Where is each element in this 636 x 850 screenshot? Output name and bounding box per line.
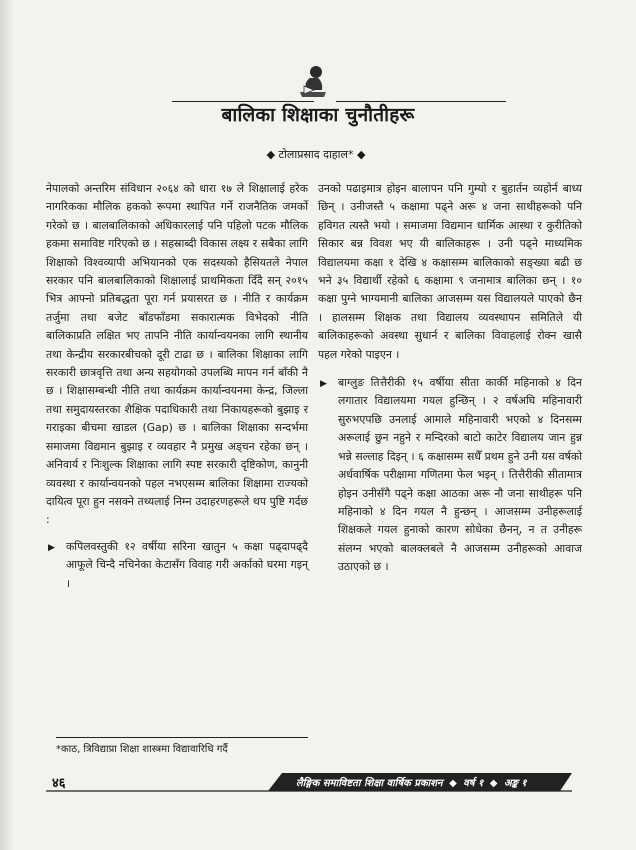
publication-name: लैङ्गिक समाविष्टता शिक्षा वार्षिक प्रकाशन bbox=[296, 778, 443, 789]
article-title: बालिका शिक्षाका चुनौतीहरू bbox=[221, 104, 415, 126]
left-column bbox=[46, 180, 308, 593]
author-name: टोलाप्रसाद दाहाल bbox=[278, 148, 348, 161]
diamond-icon: ◆ bbox=[266, 148, 276, 161]
page-number: ४६ bbox=[52, 776, 66, 791]
example-bullet-item bbox=[46, 538, 308, 593]
triangle-bullet-icon: ▶ bbox=[48, 542, 55, 553]
author-footnote: *काठ, त्रिविद्याप्रा शिक्षा शास्त्रमा विद्यावारिधि गर्दै bbox=[56, 744, 228, 755]
bullet-text: बाग्लुङ तित्तैरीकी १५ वर्षीया सीता कार्की महिनाको ४ दिन लगातार विद्यालयमा गयल हुन्छिन् । २ वर्षअघि महिनावारी सुरुभएपछि उनलाई आमाले महिनावारी भएको ४ दिनसम्म अरूलाई छुन नहुने र मन्दिरको बाटो काटेर विद्यालय जान हुन्न भन्ने सल्लाह दिइन् । ६ कक्षासम्म सधैँ प्रथम हुने उनी यस वर्षको अर्धवार्षिक परीक्षामा गणितमा फेल भइन् । तित्तैरीकी सीतामात्र होइन उनीसँगै पढ्ने कक्षा आठका अरू नौ जना साथीहरू पनि महिनाको ४ दिन गयल नै हुन्छन् । आजसम्म उनीहरूलाई शिक्षकले गयल हुनाको कारण सोधेका छैनन्, न त उनीहरू संलग्न भएको बालक्लबले नै आजसम्म उनीहरूको आवाज उठाएको छ । bbox=[338, 376, 582, 574]
triangle-bullet-icon: ▶ bbox=[320, 379, 327, 390]
diamond-icon: ◆ bbox=[356, 148, 366, 161]
bullet-text: कपिलवस्तुकी १२ वर्षीया सरिना खातुन ५ कक्षा पढ्दापढ्दै आफूले चिन्दै नचिनेका केटासँग विवाह गरी अर्काको घरमा गइन् । bbox=[66, 539, 308, 590]
page-edge-shadow bbox=[0, 0, 14, 850]
diamond-icon: ◆ bbox=[449, 778, 457, 789]
right-column bbox=[318, 180, 582, 577]
example-bullet-item bbox=[318, 374, 582, 576]
issue-label: अङ्क १ bbox=[503, 778, 527, 789]
volume-label: वर्ष १ bbox=[463, 778, 484, 789]
body-paragraph: उनको पढाइमात्र होइन बालापन पनि गुम्यो र बुहार्तन व्यहोर्न बाध्य छिन् । उनीजस्तै ५ कक्षामा पढ्ने अरू ४ जना साथीहरूको पनि हविगत त्यस्तै भयो । समाजमा विद्यमान धार्मिक आस्था र कुरीतिको सिकार बन्न विवश भए यी बालिकाहरू । उनी पढ्ने माध्यमिक विद्यालयमा कक्षा १ देखि ४ कक्षासम्म बालिकाको सङ्ख्या बढी छ भने ३५ विद्यार्थी रहेको ६ कक्षामा ९ जनामात्र बालिका छन् । १० कक्षा पुग्ने भाग्यमानी बालिका आजसम्म यस विद्यालयले पाएको छैन । हालसम्म शिक्षक तथा विद्यालय व्यवस्थापन समितिले यी बालिकाहरूको अवस्था सुधार्न र बालिका विवाहलाई रोक्न खासै पहल गरेको पाइएन । bbox=[318, 182, 582, 361]
body-paragraph: नेपालको अन्तरिम संविधान २०६४ को धारा १७ ले शिक्षालाई हरेक नागरिकका मौलिक हकको रूपमा स्थापित गर्ने राजनैतिक जमर्को गरेको छ । बालबालिकाको अधिकारलाई पनि पहिलो पटक मौलिक हकमा समाविष्ट गरिएको छ । सहस्राब्दी विकास लक्ष्य र सबैका लागि शिक्षाको विश्वव्यापी अभियानको एक सदस्यको हैसियतले नेपाल सरकार पनि बालबालिकाको शिक्षालाई प्राथमिकता दिँदै सन् २०१५ भित्र आफ्नो प्रतिबद्धता पूरा गर्न प्रयासरत छ । नीति र कार्यक्रम तर्जुमा तथा बजेट बाँडफाँडमा सकारात्मक विभेदको नीति बालिकाप्रति लक्षित भए तापनि नीति कार्यान्वयनका लागि स्थानीय तथा केन्द्रीय सरकारबीचको दूरी टाढा छ । बालिका शिक्षाका लागि सरकारी छात्रवृत्ति तथा अन्य सहयोगको उपलब्धि मापन गर्न बाँकी नै छ । शिक्षासम्बन्धी नीति तथा कार्यक्रम कार्यान्वयनमा केन्द्र, जिल्ला तथा समुदायस्तरका शैक्षिक पदाधिकारी तथा निकायहरूको बुझाइ र गराइका बीचमा खाडल (Gap) छ । बालिका शिक्षाका सन्दर्भमा समाजमा विद्यमान बुझाइ र व्यवहार नै प्रमुख अड्चन रहेका छन् । अनिवार्य र निःशुल्क शिक्षाका लागि स्पष्ट सरकारी दृष्टिकोण, कानुनी व्यवस्था र कार्यान्वयनको पहल नभएसम्म बालिका शिक्षामा राज्यको दायित्व पूरा हुन नसक्ने तथ्यलाई निम्न उदाहरणहरूले थप पुष्टि गर्दछ : bbox=[46, 182, 308, 527]
footnote-rule bbox=[56, 737, 308, 738]
author-byline bbox=[236, 147, 396, 162]
footer-publication-info bbox=[296, 775, 527, 789]
diamond-icon: ◆ bbox=[489, 778, 498, 789]
author-footnote-marker: * bbox=[347, 148, 354, 161]
reading-girl-icon bbox=[296, 64, 330, 102]
